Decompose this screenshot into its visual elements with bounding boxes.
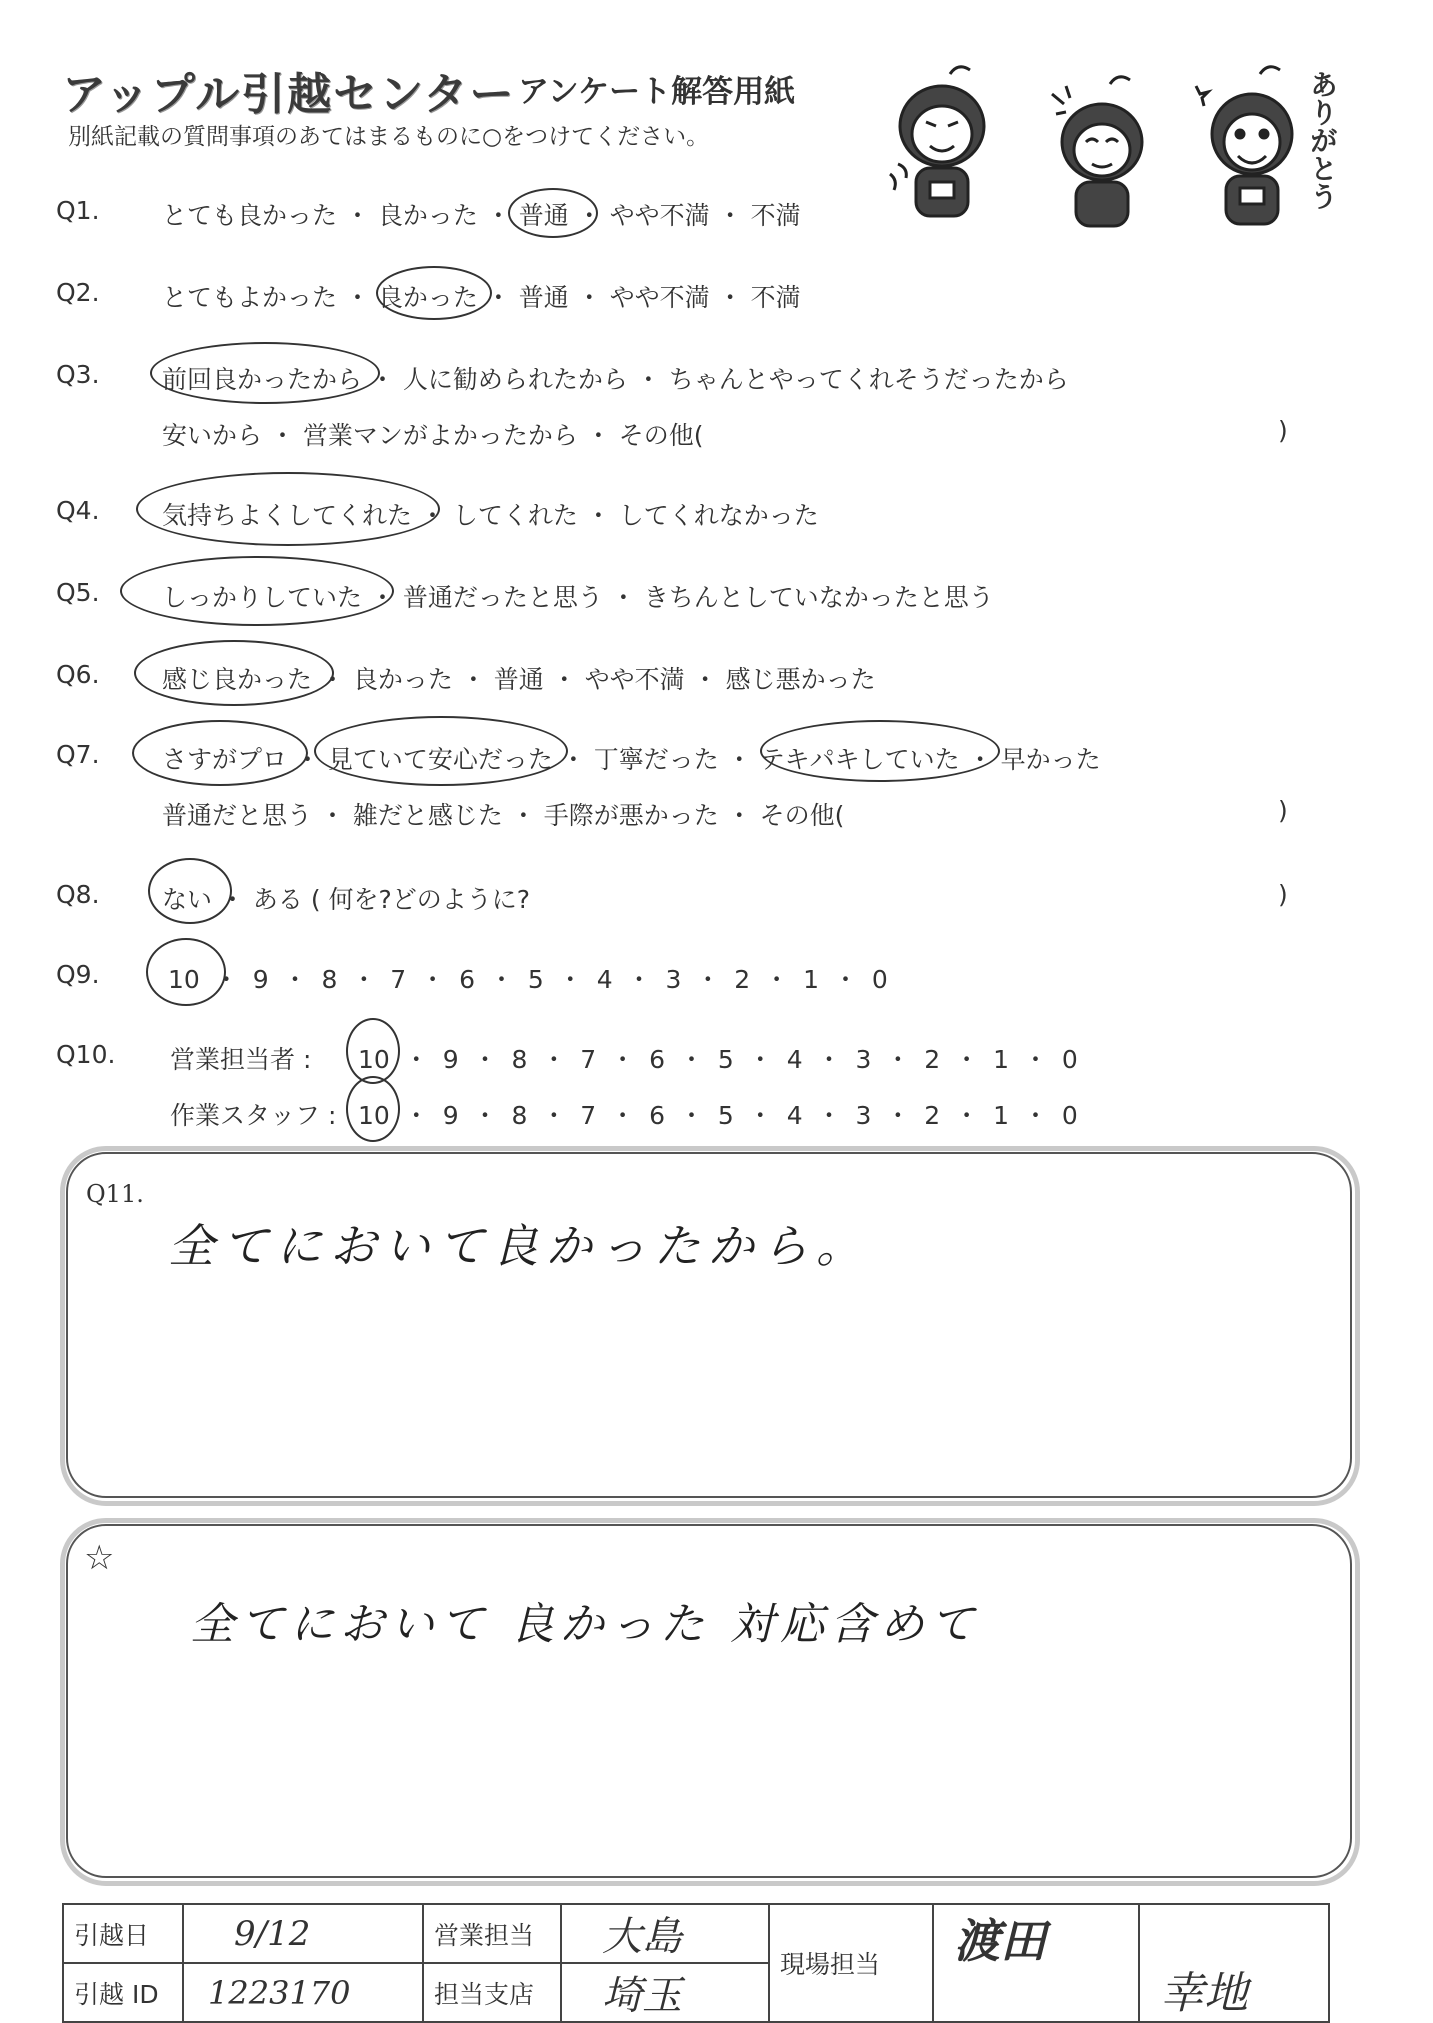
instruction-text: 別紙記載の質問事項のあてはまるものに○をつけてください。 [68,124,710,150]
site-rep-value-2: 幸地 [1139,1904,1329,2022]
form-subtitle: アンケート解答用紙 [518,74,796,110]
q10-sales-scale: 10 ・ 9 ・ 8 ・ 7 ・ 6 ・ 5 ・ 4 ・ 3 ・ 2 ・ 1 ・ 0 [358,1045,1078,1074]
q10-label: Q10. [56,1040,116,1069]
q10-staff-label: 作業スタッフ : [170,1101,337,1130]
thanks-text: ありがとう [1306,70,1339,210]
q6-label: Q6. [56,660,100,689]
q7-selected-circle-3 [760,720,1000,782]
star-icon: ☆ [84,1538,115,1578]
q10-sales-label: 営業担当者 : [170,1045,312,1074]
q2-selected-circle [376,266,492,320]
q9-label: Q9. [56,960,100,989]
branch-value: 埼玉 [561,1963,769,2022]
sales-rep-value: 大島 [561,1904,769,1963]
star-box [66,1524,1352,1878]
q7-label: Q7. [56,740,100,769]
q8-close-paren: ) [1278,880,1288,909]
q2-options: とてもよかった ・ 良かった ・ 普通 ・ やや不満 ・ 不満 [162,283,801,312]
q3-selected-circle [150,342,380,404]
q7-selected-circle-2 [314,716,568,786]
q10-staff-scale: 10 ・ 9 ・ 8 ・ 7 ・ 6 ・ 5 ・ 4 ・ 3 ・ 2 ・ 1 ・ 0 [358,1101,1078,1130]
q10-sales-selected-circle [346,1018,400,1084]
q1-label: Q1. [56,196,100,225]
q10-staff-selected-circle [346,1076,400,1142]
q1-options: とても良かった ・ 良かった ・ 普通 ・ やや不満 ・ 不満 [162,201,801,230]
q3-options-line2: 安いから ・ 営業マンがよかったから ・ その他( [162,421,704,450]
q4-options: 気持ちよくしてくれた ・ してくれた ・ してくれなかった [162,501,819,530]
q5-label: Q5. [56,578,100,607]
q11-label: Q11. [86,1180,144,1208]
move-id-label: 引越 ID [63,1963,183,2022]
q6-options: 感じ良かった ・ 良かった ・ 普通 ・ やや不満 ・ 感じ悪かった [162,665,876,694]
q3-label: Q3. [56,360,100,389]
brand-title: アップル引越センター [62,69,516,120]
monkey-mascots-icon [880,64,1360,244]
q4-label: Q4. [56,496,100,525]
q5-selected-circle [120,556,394,626]
q2-label: Q2. [56,278,100,307]
site-rep-value-1: 渡田 [933,1904,1139,2022]
q11-box [66,1152,1352,1498]
footer-table [62,1903,1330,2023]
q7-options-line2: 普通だと思う ・ 雑だと感じた ・ 手際が悪かった ・ その他( [162,801,845,830]
move-date-label: 引越日 [63,1904,183,1963]
q8-selected-circle [148,858,232,924]
q9-selected-circle [146,938,226,1006]
q11-handwritten-answer: 全てにおいて良かったから。 [168,1219,870,1273]
q3-options-line1: 前回良かったから ・ 人に勧められたから ・ ちゃんとやってくれそうだったから [162,365,1069,394]
q8-label: Q8. [56,880,100,909]
star-handwritten-answer: 全てにおいて 良かった 対応含めて [190,1599,980,1650]
q5-options: しっかりしていた ・ 普通だったと思う ・ きちんとしていなかったと思う [162,583,994,612]
q7-selected-circle-1 [132,720,308,786]
q9-scale: 10 ・ 9 ・ 8 ・ 7 ・ 6 ・ 5 ・ 4 ・ 3 ・ 2 ・ 1 ・ 0 [168,965,888,994]
move-id-value: 1223170 [183,1963,423,2022]
q3-close-paren: ) [1278,416,1288,445]
site-rep-label: 現場担当 [769,1904,933,2022]
q7-options-line1: さすがプロ ・ 見ていて安心だった ・ 丁寧だった ・ テキパキしていた ・ 早かった [162,745,1101,774]
sales-rep-label: 営業担当 [423,1904,561,1963]
q6-selected-circle [134,640,334,706]
move-date-value: 9/12 [183,1904,423,1963]
branch-label: 担当支店 [423,1963,561,2022]
q7-close-paren: ) [1278,796,1288,825]
q8-options: ない ・ ある ( 何を?どのように? [162,885,531,914]
q1-selected-circle [508,188,598,238]
q4-selected-circle [136,472,440,546]
